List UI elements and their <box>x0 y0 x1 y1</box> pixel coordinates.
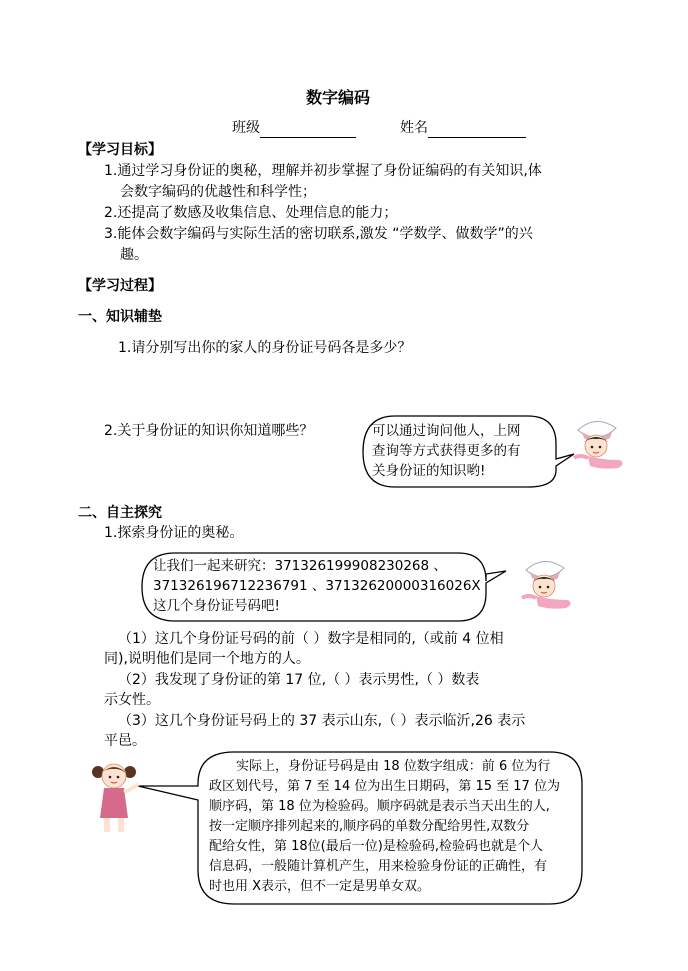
fill-in-2-line-2: 示女性。 <box>104 692 160 708</box>
research-bubble-line-2: 371326196712236791 、37132620000316026X <box>153 578 481 594</box>
info-line-1: 实际上，身份证号码是由 18 位数字组成：前 6 位为行 <box>236 759 551 774</box>
hint-bubble-line-3: 关身份证的知识哟! <box>372 463 486 479</box>
info-line-5: 配给女性，第 18位(最后一位)是检验码,检验码也就是个人 <box>209 839 543 854</box>
info-line-6: 信息码，一般随计算机产生，用来检验身份证的正确性，有 <box>209 859 548 874</box>
goal-1-line-2: 会数字编码的优越性和科学性； <box>120 184 316 200</box>
research-bubble-line-1: 让我们一起来研究：371326199908230268 、 <box>153 558 447 574</box>
question-2: 2.关于身份证的知识你知道哪些？ <box>104 423 314 439</box>
section-1-heading: 一、知识辅垫 <box>78 309 162 325</box>
girl-with-hat-icon <box>574 421 623 468</box>
process-heading: 【学习过程】 <box>78 278 162 294</box>
goal-3-line-2: 趣。 <box>120 247 148 263</box>
info-line-2: 政区划代号，第 7 至 14 位为出生日期码，第 15 至 17 位为 <box>209 779 560 794</box>
hint-bubble-line-2: 查询等方式获得更多的有 <box>372 443 521 459</box>
section-2-heading: 二、自主探究 <box>78 505 162 521</box>
goals-heading: 【学习目标】 <box>78 142 162 158</box>
name-label: 姓名 <box>400 120 428 136</box>
goal-1-line-1: 1.通过学习身份证的奥秘，理解并初步掌握了身份证编码的有关知识,体 <box>104 163 542 179</box>
goal-2: 2.还提高了数感及收集信息、处理信息的能力； <box>104 205 398 221</box>
info-line-3: 顺序码，第 18 位为检验码。顺序码就是表示当天出生的人, <box>209 799 550 814</box>
fill-in-2-line-1: （2）我发现了身份证的第 17 位,（ ）表示男性,（ ）数表 <box>118 672 480 688</box>
hint-bubble-line-1: 可以通过询问他人，上网 <box>372 423 521 439</box>
fill-in-1-line-2: 同),说明他们是同一个地方的人。 <box>104 651 310 667</box>
explore-item-1: 1.探索身份证的奥秘。 <box>104 525 244 541</box>
class-label: 班级 <box>232 120 260 136</box>
page-title: 数字编码 <box>306 88 371 107</box>
girl-with-hat-icon-2 <box>522 561 571 608</box>
fill-in-1-line-1: （1）这几个身份证号码的前（ ）数字是相同的,（或前 4 位相 <box>118 631 504 647</box>
research-bubble-line-3: 这几个身份证号码吧! <box>153 598 280 614</box>
fill-in-3-line-1: （3）这几个身份证号码上的 37 表示山东,（ ）表示临沂,26 表示 <box>118 713 526 729</box>
question-1: 1.请分别写出你的家人的身份证号码各是多少？ <box>118 340 412 356</box>
girl-pigtails-icon <box>92 764 138 832</box>
fill-in-3-line-2: 平邑。 <box>104 733 146 749</box>
info-line-4: 按一定顺序排列起来的,顺序码的单数分配给男性,双数分 <box>209 819 530 834</box>
info-line-7: 时也用 X表示，但不一定是男单女双。 <box>209 879 431 894</box>
goal-3-line-1: 3.能体会数字编码与实际生活的密切联系,激发 “学数学、做数学”的兴 <box>104 226 533 242</box>
